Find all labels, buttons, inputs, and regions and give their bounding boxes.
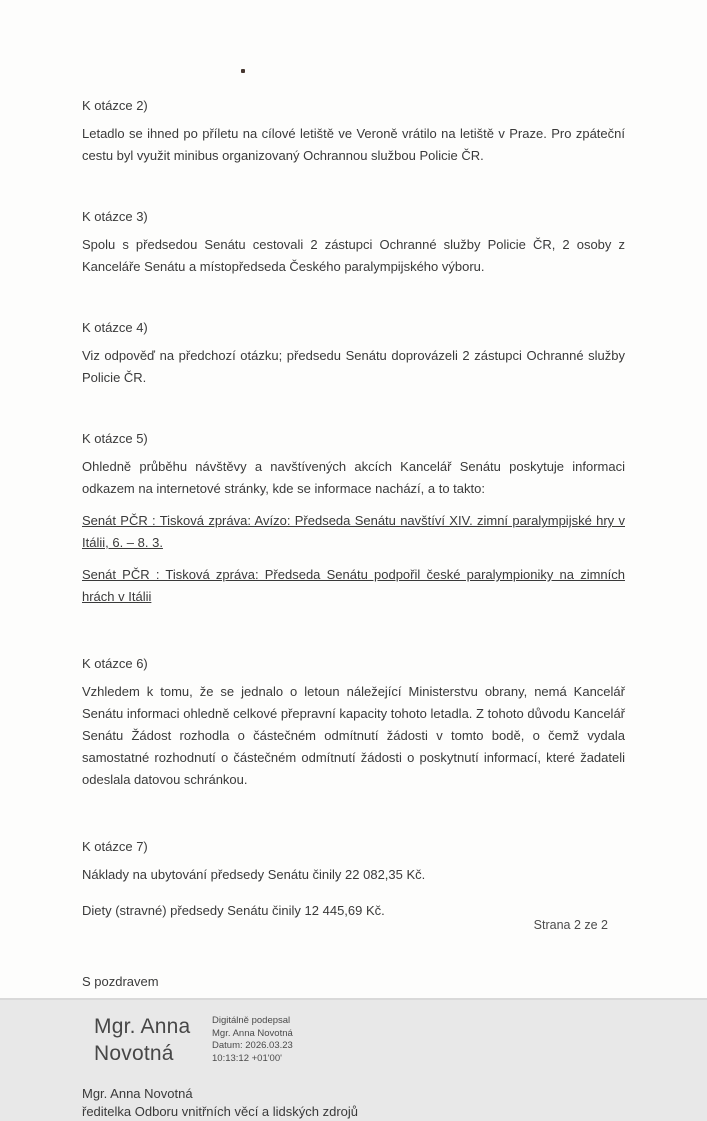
section-heading: K otázce 7) [82,839,148,854]
signer-name: Mgr. Anna Novotná [82,1086,193,1101]
section-paragraph: Letadlo se ihned po příletu na cílové letiště ve Veroně vrátilo na letiště v Praze. Pro zpáteční cestu byl využit minibus organizovaný Ochrannou službou Policie ČR. [82,126,625,163]
section-heading: K otázce 3) [82,209,148,224]
section-question-6 [82,656,625,791]
scan-artifact-dot [241,69,245,73]
section-paragraph: Vzhledem k tomu, že se jednalo o letoun náležející Ministerstvu obrany, nemá Kancelář Senátu informaci ohledně celkové přepravní kapacity tohoto letadla. Z tohoto důvodu Kancelář Senátu Žádost rozhodla o částečném odmítnutí žádosti v tomto bodě, o čemž vydala samostatné rozhodnutí o částečném odmítnutí žádosti o poskytnutí informací, které žadateli odeslala datovou schránkou. [82,684,625,787]
section-heading: K otázce 2) [82,98,148,113]
section-question-4 [82,320,625,389]
section-heading: K otázce 5) [82,431,148,446]
stamp-line: Digitálně podepsal [212,1015,291,1026]
signature-stamp-details [212,1013,293,1065]
salutation: S pozdravem [82,974,159,989]
signer-title: ředitelka Odboru vnitřních věcí a lidských zdrojů [82,1104,359,1119]
section-question-5 [82,431,625,608]
section-question-7 [82,839,625,922]
digital-signature-block [94,1013,625,1067]
section-question-2 [82,98,625,167]
section-heading: K otázce 6) [82,656,148,671]
section-paragraph: Spolu s předsedou Senátu cestovali 2 zástupci Ochranné služby Policie ČR, 2 osoby z Kanceláře Senátu a místopředseda Českého paralympijského výboru. [82,237,625,274]
page-number-label: Strana 2 ze 2 [533,918,608,932]
stamp-line: 10:13:12 +01'00' [212,1052,282,1064]
signature-name-large: Mgr. Anna Novotná [94,1015,191,1065]
signer-identity [82,1085,625,1121]
section-question-3 [82,209,625,278]
stamp-line: Mgr. Anna Novotná [212,1027,293,1039]
stamp-line: Datum: 2026.03.23 [212,1040,293,1051]
cost-diet-line: Diety (stravné) předsedy Senátu činily 12 445,69 Kč. [82,903,385,918]
letter-body [82,98,625,1121]
cost-accommodation-line: Náklady na ubytování předsedy Senátu činily 22 082,35 Kč. [82,867,426,882]
press-release-link-podporil[interactable]: Senát PČR : Tisková zpráva: Předseda Senátu podpořil české paralympioniky na zimních hrách v Itálii [82,567,625,604]
section-paragraph: Viz odpověď na předchozí otázku; předsedu Senátu doprovázeli 2 zástupci Ochranné služby Policie ČR. [82,348,625,385]
section-heading: K otázce 4) [82,320,148,335]
press-release-link-avizo[interactable]: Senát PČR : Tisková zpráva: Avízo: Předseda Senátu navštíví XIV. zimní paralympijské hry v Itálii, 6. – 8. 3. [82,513,625,550]
section-paragraph: Ohledně průběhu návštěvy a navštívených akcích Kancelář Senátu poskytuje informaci odkazem na internetové stránky, kde se informace nachází, a to takto: [82,459,625,496]
